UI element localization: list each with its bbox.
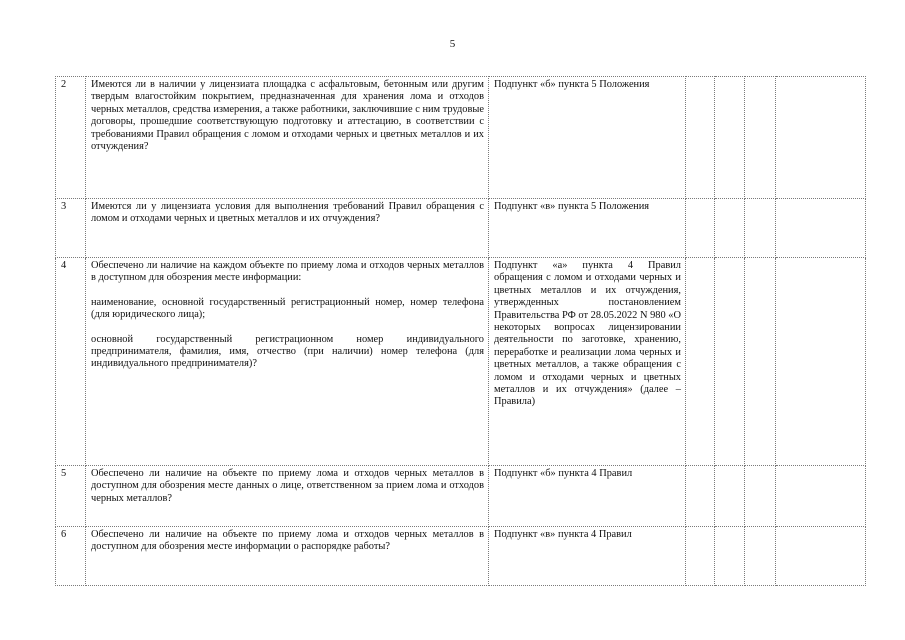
table-row xyxy=(56,527,866,586)
question-intro: Обеспечено ли наличие на каждом объекте по приему лома и отходов черных металлов в доступном для обозрения месте информации: xyxy=(91,260,484,284)
question-cell: Обеспечено ли наличие на объекте по приему лома и отходов черных металлов в доступном для обозрения месте информации о распорядке работы? xyxy=(86,527,489,586)
table-row xyxy=(56,77,866,199)
answer-yes-cell[interactable] xyxy=(686,199,715,258)
question-item: основной государственный регистрационном номер индивидуального предпринимателя, фамилия, имя, отчество (при наличии) номер телефона (для индивидуального предпринимателя)? xyxy=(91,333,484,370)
row-number: 4 xyxy=(56,258,86,466)
row-number: 5 xyxy=(56,466,86,527)
reference-cell: Подпункт «в» пункта 5 Положения xyxy=(489,199,686,258)
checklist-table xyxy=(55,76,866,586)
answer-yes-cell[interactable] xyxy=(686,77,715,199)
question-cell: Имеются ли у лицензиата условия для выполнения требований Правил обращения с ломом и отходами черных и цветных металлов и их отчуждения? xyxy=(86,199,489,258)
question-item: наименование, основной государственный регистрационный номер, номер телефона (для юридического лица); xyxy=(91,296,484,321)
answer-no-cell[interactable] xyxy=(715,199,745,258)
question-cell: Имеются ли в наличии у лицензиата площадка с асфальтовым, бетонным или другим твердым влагостойким покрытием, предназначенная для хранения лома и отходов черных металлов, средства измерения, а также работники, заключившие с ним трудовые договоры, прошедшие соответствующую подготовку и аттестацию, в соответствии с требованиями Правил обращения с ломом и отходами черных и цветных металлов и их отчуждения? xyxy=(86,77,489,199)
reference-cell: Подпункт «а» пункта 4 Правил обращения с ломом и отходами черных и цветных металлов и их отчуждения, утвержденных постановлением Правительства РФ от 28.05.2022 N 980 «О некоторых вопросах лицензировании деятельности по заготовке, хранению, переработке и реализации лома черных и цветных металлов, а также обращения с ломом и отходами черных и цветных металлов и их отчуждения» (далее – Правила) xyxy=(489,258,686,466)
answer-na-cell[interactable] xyxy=(745,199,776,258)
answer-no-cell[interactable] xyxy=(715,466,745,527)
note-cell[interactable] xyxy=(776,199,866,258)
answer-yes-cell[interactable] xyxy=(686,466,715,527)
paragraph-gap xyxy=(91,322,484,334)
answer-na-cell[interactable] xyxy=(745,77,776,199)
table-row xyxy=(56,466,866,527)
note-cell[interactable] xyxy=(776,527,866,586)
table-row xyxy=(56,258,866,466)
answer-no-cell[interactable] xyxy=(715,258,745,466)
question-cell: Обеспечено ли наличие на объекте по приему лома и отходов черных металлов в доступном для обозрения месте данных о лице, ответственном за прием лома и отходов черных металлов? xyxy=(86,466,489,527)
table-row xyxy=(56,199,866,258)
reference-cell: Подпункт «б» пункта 4 Правил xyxy=(489,466,686,527)
row-number: 2 xyxy=(56,77,86,199)
answer-yes-cell[interactable] xyxy=(686,258,715,466)
note-cell[interactable] xyxy=(776,77,866,199)
reference-cell: Подпункт «б» пункта 5 Положения xyxy=(489,77,686,199)
answer-no-cell[interactable] xyxy=(715,77,745,199)
answer-na-cell[interactable] xyxy=(745,466,776,527)
answer-na-cell[interactable] xyxy=(745,258,776,466)
question-cell xyxy=(86,258,489,466)
answer-yes-cell[interactable] xyxy=(686,527,715,586)
note-cell[interactable] xyxy=(776,258,866,466)
paragraph-gap xyxy=(91,285,484,297)
row-number: 6 xyxy=(56,527,86,586)
answer-no-cell[interactable] xyxy=(715,527,745,586)
answer-na-cell[interactable] xyxy=(745,527,776,586)
page-number: 5 xyxy=(449,38,456,50)
row-number: 3 xyxy=(56,199,86,258)
note-cell[interactable] xyxy=(776,466,866,527)
reference-cell: Подпункт «в» пункта 4 Правил xyxy=(489,527,686,586)
